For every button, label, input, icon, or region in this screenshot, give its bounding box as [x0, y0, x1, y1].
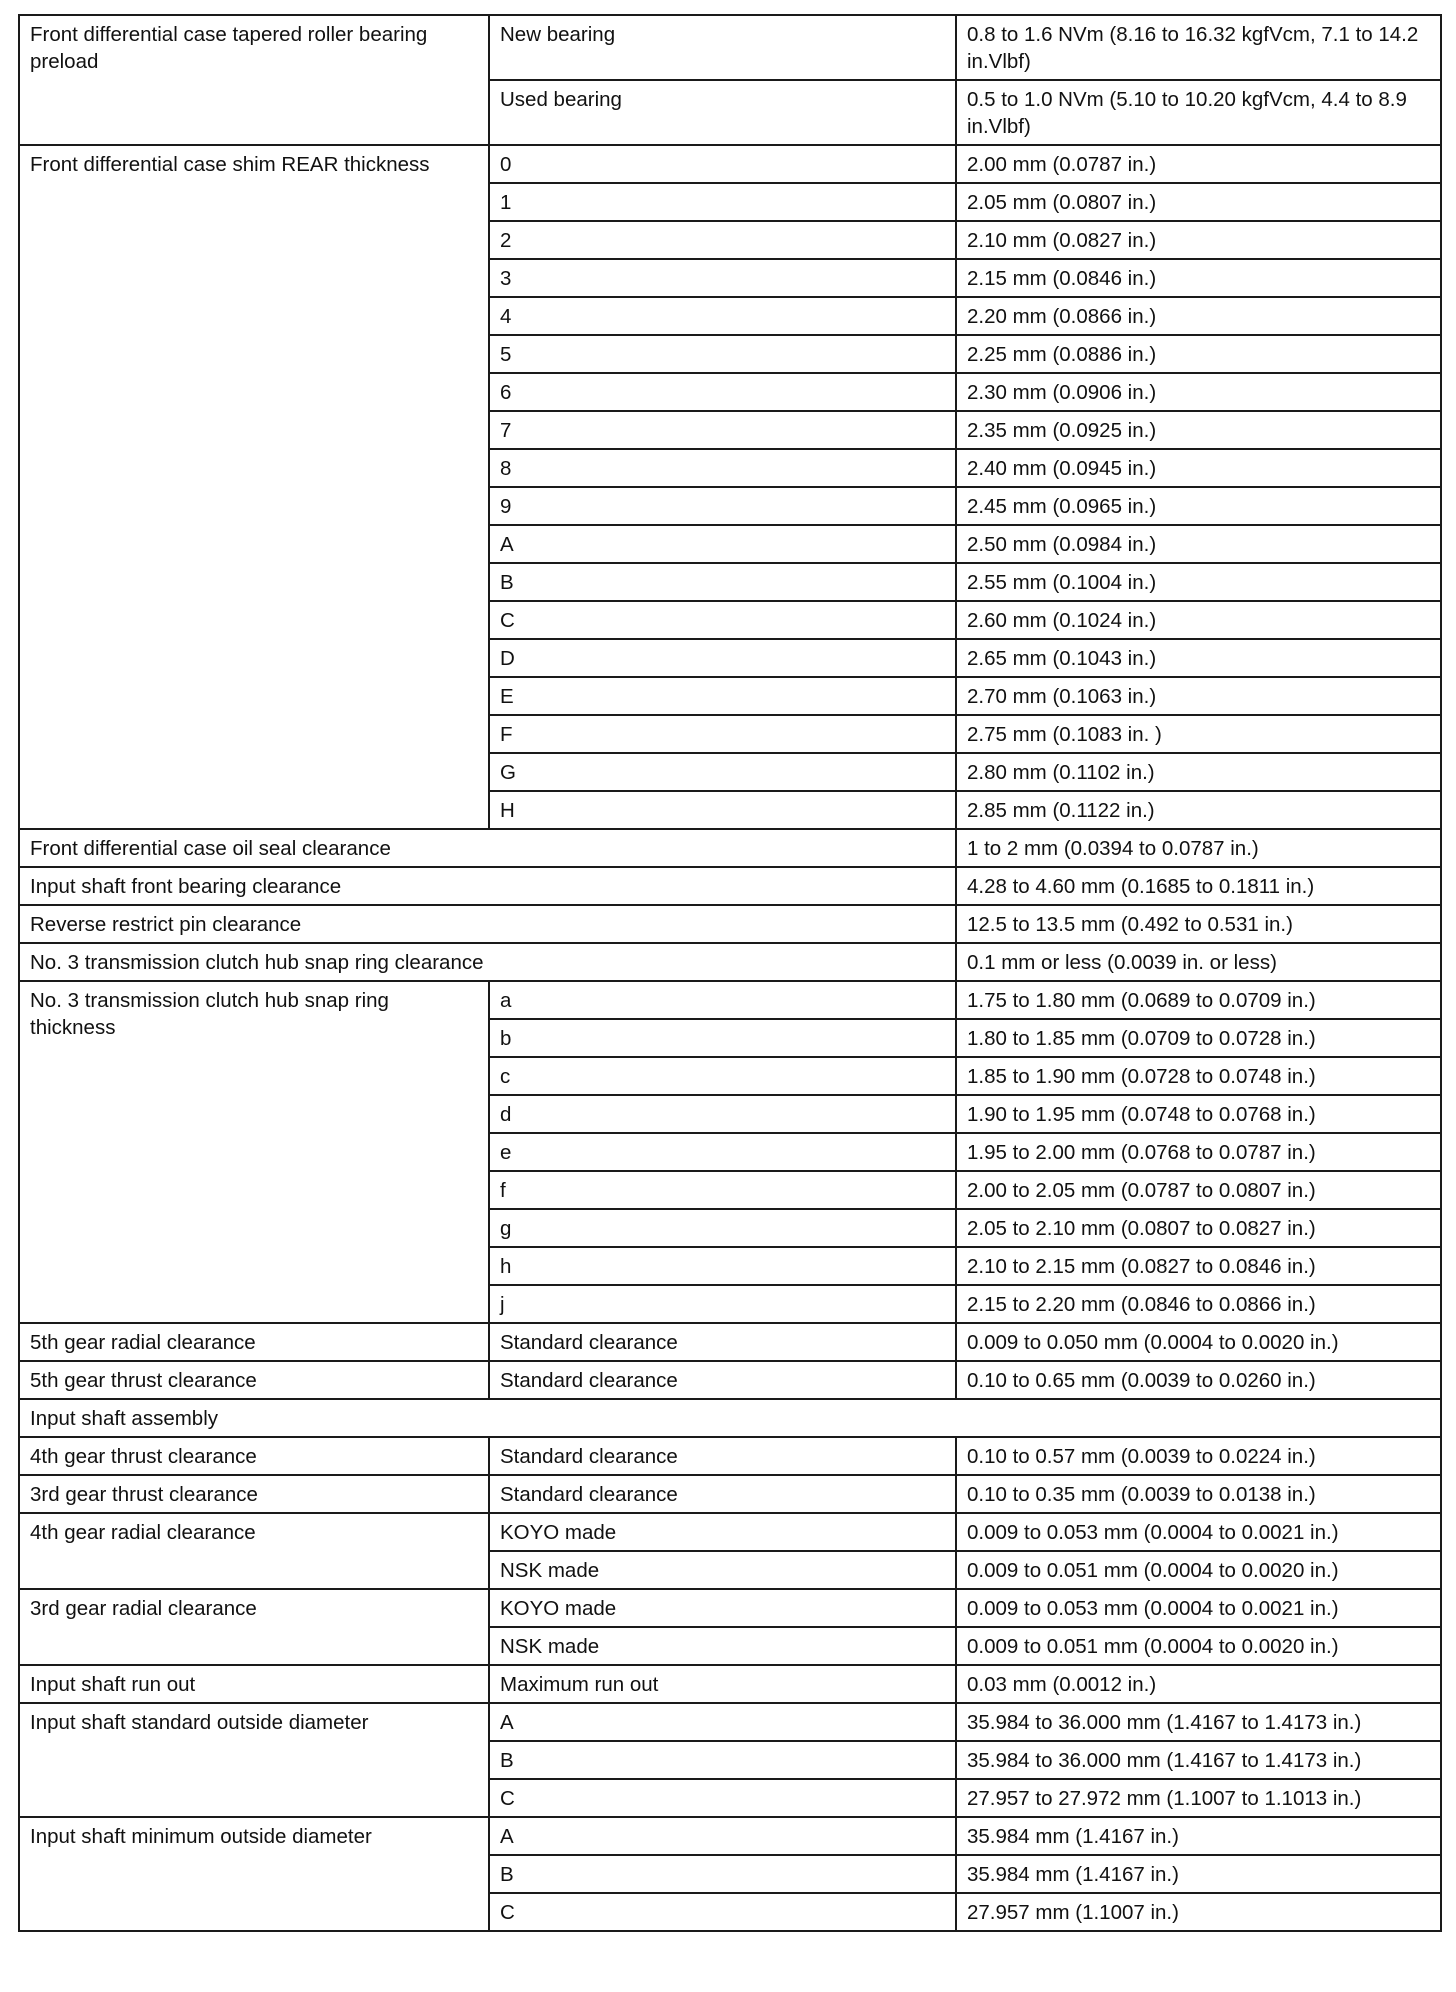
condition-cell: Standard clearance [489, 1323, 956, 1361]
condition-cell: B [489, 1855, 956, 1893]
spec-table-body [19, 15, 1441, 1931]
condition-cell: NSK made [489, 1627, 956, 1665]
table-row [19, 1475, 1441, 1513]
table-row [19, 1323, 1441, 1361]
parameter-cell: Input shaft front bearing clearance [19, 867, 956, 905]
value-cell: 4.28 to 4.60 mm (0.1685 to 0.1811 in.) [956, 867, 1441, 905]
condition-cell: g [489, 1209, 956, 1247]
parameter-cell: Front differential case tapered roller bearing preload [19, 15, 489, 145]
table-row [19, 1703, 1441, 1741]
table-row [19, 1665, 1441, 1703]
value-cell: 0.009 to 0.053 mm (0.0004 to 0.0021 in.) [956, 1513, 1441, 1551]
value-cell: 2.80 mm (0.1102 in.) [956, 753, 1441, 791]
value-cell: 0.009 to 0.053 mm (0.0004 to 0.0021 in.) [956, 1589, 1441, 1627]
condition-cell: c [489, 1057, 956, 1095]
value-cell: 0.8 to 1.6 NVm (8.16 to 16.32 kgfVcm, 7.1 to 14.2 in.Vlbf) [956, 15, 1441, 80]
value-cell: 2.50 mm (0.0984 in.) [956, 525, 1441, 563]
condition-cell: A [489, 525, 956, 563]
condition-cell: 9 [489, 487, 956, 525]
value-cell: 0.03 mm (0.0012 in.) [956, 1665, 1441, 1703]
condition-cell: A [489, 1817, 956, 1855]
table-row [19, 1817, 1441, 1855]
value-cell: 1.95 to 2.00 mm (0.0768 to 0.0787 in.) [956, 1133, 1441, 1171]
parameter-cell: Input shaft assembly [19, 1399, 1441, 1437]
condition-cell: C [489, 601, 956, 639]
value-cell: 2.10 to 2.15 mm (0.0827 to 0.0846 in.) [956, 1247, 1441, 1285]
spec-table [18, 14, 1442, 1932]
parameter-cell: Front differential case shim REAR thickness [19, 145, 489, 829]
value-cell: 27.957 to 27.972 mm (1.1007 to 1.1013 in.) [956, 1779, 1441, 1817]
value-cell: 1.80 to 1.85 mm (0.0709 to 0.0728 in.) [956, 1019, 1441, 1057]
value-cell: 1.85 to 1.90 mm (0.0728 to 0.0748 in.) [956, 1057, 1441, 1095]
parameter-cell: No. 3 transmission clutch hub snap ring thickness [19, 981, 489, 1323]
condition-cell: KOYO made [489, 1513, 956, 1551]
parameter-cell: No. 3 transmission clutch hub snap ring clearance [19, 943, 956, 981]
value-cell: 2.70 mm (0.1063 in.) [956, 677, 1441, 715]
condition-cell: a [489, 981, 956, 1019]
parameter-cell: 3rd gear radial clearance [19, 1589, 489, 1665]
condition-cell: j [489, 1285, 956, 1323]
condition-cell: G [489, 753, 956, 791]
value-cell: 2.15 mm (0.0846 in.) [956, 259, 1441, 297]
table-row [19, 1361, 1441, 1399]
value-cell: 2.30 mm (0.0906 in.) [956, 373, 1441, 411]
value-cell: 0.1 mm or less (0.0039 in. or less) [956, 943, 1441, 981]
table-row [19, 1399, 1441, 1437]
parameter-cell: Front differential case oil seal clearance [19, 829, 956, 867]
value-cell: 0.009 to 0.051 mm (0.0004 to 0.0020 in.) [956, 1627, 1441, 1665]
condition-cell: Used bearing [489, 80, 956, 145]
parameter-cell: Input shaft standard outside diameter [19, 1703, 489, 1817]
value-cell: 35.984 mm (1.4167 in.) [956, 1855, 1441, 1893]
parameter-cell: 5th gear radial clearance [19, 1323, 489, 1361]
value-cell: 2.55 mm (0.1004 in.) [956, 563, 1441, 601]
value-cell: 1 to 2 mm (0.0394 to 0.0787 in.) [956, 829, 1441, 867]
value-cell: 0.009 to 0.051 mm (0.0004 to 0.0020 in.) [956, 1551, 1441, 1589]
condition-cell: B [489, 1741, 956, 1779]
table-row [19, 905, 1441, 943]
condition-cell: 8 [489, 449, 956, 487]
table-row [19, 1589, 1441, 1627]
value-cell: 0.10 to 0.57 mm (0.0039 to 0.0224 in.) [956, 1437, 1441, 1475]
parameter-cell: 4th gear radial clearance [19, 1513, 489, 1589]
condition-cell: 7 [489, 411, 956, 449]
parameter-cell: Reverse restrict pin clearance [19, 905, 956, 943]
condition-cell: Maximum run out [489, 1665, 956, 1703]
condition-cell: 5 [489, 335, 956, 373]
condition-cell: D [489, 639, 956, 677]
value-cell: 0.10 to 0.65 mm (0.0039 to 0.0260 in.) [956, 1361, 1441, 1399]
condition-cell: F [489, 715, 956, 753]
condition-cell: C [489, 1779, 956, 1817]
value-cell: 2.00 mm (0.0787 in.) [956, 145, 1441, 183]
value-cell: 2.05 to 2.10 mm (0.0807 to 0.0827 in.) [956, 1209, 1441, 1247]
condition-cell: 3 [489, 259, 956, 297]
value-cell: 12.5 to 13.5 mm (0.492 to 0.531 in.) [956, 905, 1441, 943]
condition-cell: h [489, 1247, 956, 1285]
condition-cell: E [489, 677, 956, 715]
condition-cell: 4 [489, 297, 956, 335]
value-cell: 35.984 to 36.000 mm (1.4167 to 1.4173 in.) [956, 1703, 1441, 1741]
value-cell: 2.40 mm (0.0945 in.) [956, 449, 1441, 487]
value-cell: 0.5 to 1.0 NVm (5.10 to 10.20 kgfVcm, 4.4 to 8.9 in.Vlbf) [956, 80, 1441, 145]
condition-cell: e [489, 1133, 956, 1171]
table-row [19, 145, 1441, 183]
parameter-cell: Input shaft minimum outside diameter [19, 1817, 489, 1931]
value-cell: 2.05 mm (0.0807 in.) [956, 183, 1441, 221]
condition-cell: C [489, 1893, 956, 1931]
value-cell: 1.75 to 1.80 mm (0.0689 to 0.0709 in.) [956, 981, 1441, 1019]
condition-cell: b [489, 1019, 956, 1057]
value-cell: 27.957 mm (1.1007 in.) [956, 1893, 1441, 1931]
condition-cell: Standard clearance [489, 1475, 956, 1513]
table-row [19, 943, 1441, 981]
table-row [19, 1513, 1441, 1551]
parameter-cell: 5th gear thrust clearance [19, 1361, 489, 1399]
value-cell: 35.984 to 36.000 mm (1.4167 to 1.4173 in.) [956, 1741, 1441, 1779]
table-row [19, 15, 1441, 80]
value-cell: 2.45 mm (0.0965 in.) [956, 487, 1441, 525]
value-cell: 2.20 mm (0.0866 in.) [956, 297, 1441, 335]
value-cell: 2.00 to 2.05 mm (0.0787 to 0.0807 in.) [956, 1171, 1441, 1209]
value-cell: 2.65 mm (0.1043 in.) [956, 639, 1441, 677]
condition-cell: 2 [489, 221, 956, 259]
value-cell: 2.85 mm (0.1122 in.) [956, 791, 1441, 829]
condition-cell: A [489, 1703, 956, 1741]
value-cell: 2.75 mm (0.1083 in. ) [956, 715, 1441, 753]
value-cell: 2.10 mm (0.0827 in.) [956, 221, 1441, 259]
condition-cell: H [489, 791, 956, 829]
value-cell: 2.60 mm (0.1024 in.) [956, 601, 1441, 639]
value-cell: 2.15 to 2.20 mm (0.0846 to 0.0866 in.) [956, 1285, 1441, 1323]
table-row [19, 981, 1441, 1019]
parameter-cell: 3rd gear thrust clearance [19, 1475, 489, 1513]
condition-cell: d [489, 1095, 956, 1133]
condition-cell: NSK made [489, 1551, 956, 1589]
table-row [19, 867, 1441, 905]
condition-cell: 0 [489, 145, 956, 183]
condition-cell: New bearing [489, 15, 956, 80]
value-cell: 2.25 mm (0.0886 in.) [956, 335, 1441, 373]
value-cell: 1.90 to 1.95 mm (0.0748 to 0.0768 in.) [956, 1095, 1441, 1133]
value-cell: 0.10 to 0.35 mm (0.0039 to 0.0138 in.) [956, 1475, 1441, 1513]
condition-cell: 1 [489, 183, 956, 221]
condition-cell: 6 [489, 373, 956, 411]
condition-cell: f [489, 1171, 956, 1209]
condition-cell: Standard clearance [489, 1361, 956, 1399]
condition-cell: KOYO made [489, 1589, 956, 1627]
parameter-cell: 4th gear thrust clearance [19, 1437, 489, 1475]
parameter-cell: Input shaft run out [19, 1665, 489, 1703]
value-cell: 35.984 mm (1.4167 in.) [956, 1817, 1441, 1855]
condition-cell: Standard clearance [489, 1437, 956, 1475]
value-cell: 2.35 mm (0.0925 in.) [956, 411, 1441, 449]
condition-cell: B [489, 563, 956, 601]
value-cell: 0.009 to 0.050 mm (0.0004 to 0.0020 in.) [956, 1323, 1441, 1361]
table-row [19, 1437, 1441, 1475]
table-row [19, 829, 1441, 867]
